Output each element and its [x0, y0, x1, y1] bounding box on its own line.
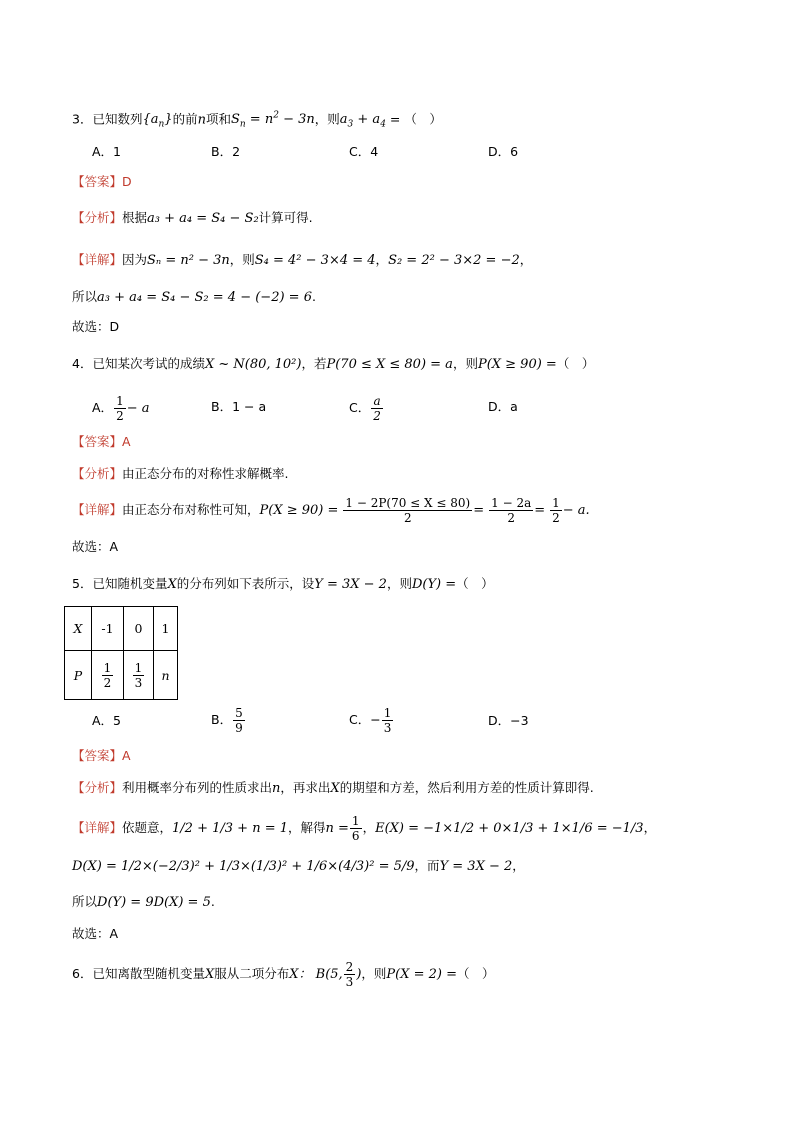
q3-detail: 【详解】因为Sₙ = n² − 3n，则S₄ = 4² − 3×4 = 4，S₂ = 2² − 3×2 = −2， [72, 252, 533, 268]
q5-detail: 【详解】依题意，1/2 + 1/3 + n = 1，解得n = $\frac{1}{6}$ ，E(X) = −1×1/2 + 0×1/3 + 1×1/6 = −1/3， [72, 814, 657, 843]
q5-option-b[interactable]: B． $\frac{5}{9}$ [211, 706, 243, 735]
q5-variance: D(X) = 1/2×(−2/3)² + 1/3×(1/3)² + 1/6×(4/3)² = 5/9，而Y = 3X − 2， [72, 858, 525, 874]
q5-analysis: 【分析】利用概率分布列的性质求出n，再求出X的期望和方差，然后利用方差的性质计算即得. [72, 780, 594, 796]
q4-analysis: 【分析】由正态分布的对称性求解概率. [72, 466, 289, 481]
q5-distribution-table [64, 606, 178, 700]
q4-option-a[interactable]: A． $\frac{1}{2}$ − a [92, 394, 150, 423]
q4-stem: 4．已知某次考试的成绩X ~ N(80, 10²)，若P(70 ≤ X ≤ 80) = a，则P(X ≥ 90) =（ ） [72, 356, 595, 372]
q3-answer: 【答案】D [72, 174, 132, 189]
q6-stem: 6．已知离散型随机变量X服从二项分布X： B(5, $\frac{2}{3}$ )，则P(X = 2) =（ ） [72, 960, 495, 989]
q5-option-a[interactable]: A．5 [92, 713, 122, 728]
q5-answer: 【答案】A [72, 748, 131, 763]
q3-option-b[interactable]: B．2 [211, 144, 241, 159]
q5-option-c[interactable]: C．− $\frac{1}{3}$ [349, 706, 392, 735]
q3-sum-formula: $S_n = n^2 - 3n$ [230, 111, 315, 130]
q4-option-d[interactable]: D．a [488, 399, 518, 414]
q4-detail: 【详解】由正态分布对称性可知，P(X ≥ 90) = $\frac{1 - 2P(70 \le X \le 80)}{2}$ = $\frac{1 - 2a}{2}$ = $\frac{1}{2}$ − a. [72, 496, 590, 525]
q5-stem: 5．已知随机变量X的分布列如下表所示，设Y = 3X − 2，则D(Y) =（ ） [72, 576, 494, 592]
q4-option-c[interactable]: C． $\frac{a}{2}$ [349, 394, 381, 423]
q3-stem: 3．已知数列$\{a_n\}$的前n项和$S_n = n^2 - 3n$，则$a_3 + a_4$ = （ ） [72, 111, 442, 130]
q3-option-a[interactable]: A．1 [92, 144, 122, 159]
q3-analysis: 【分析】根据a₃ + a₄ = S₄ − S₂计算可得. [72, 210, 313, 226]
q3-option-d[interactable]: D．6 [488, 144, 519, 159]
table-row: P $\frac{1}{2}$ $\frac{1}{3}$ n [65, 651, 178, 700]
q4-answer: 【答案】A [72, 434, 131, 449]
q4-option-b[interactable]: B．1 − a [211, 399, 267, 414]
q5-choice: 故选：A [72, 926, 119, 941]
q5-option-d[interactable]: D．−3 [488, 713, 529, 728]
q3-sequence: $\{a_n\}$ [142, 112, 173, 130]
q3-option-c[interactable]: C．4 [349, 144, 379, 159]
q3-conclusion: 所以a₃ + a₄ = S₄ − S₂ = 4 − (−2) = 6. [72, 289, 316, 305]
q5-conclusion: 所以D(Y) = 9D(X) = 5. [72, 894, 215, 910]
table-row: X -1 0 1 [65, 607, 178, 651]
q3-choice: 故选：D [72, 319, 120, 334]
q4-choice: 故选：A [72, 539, 119, 554]
